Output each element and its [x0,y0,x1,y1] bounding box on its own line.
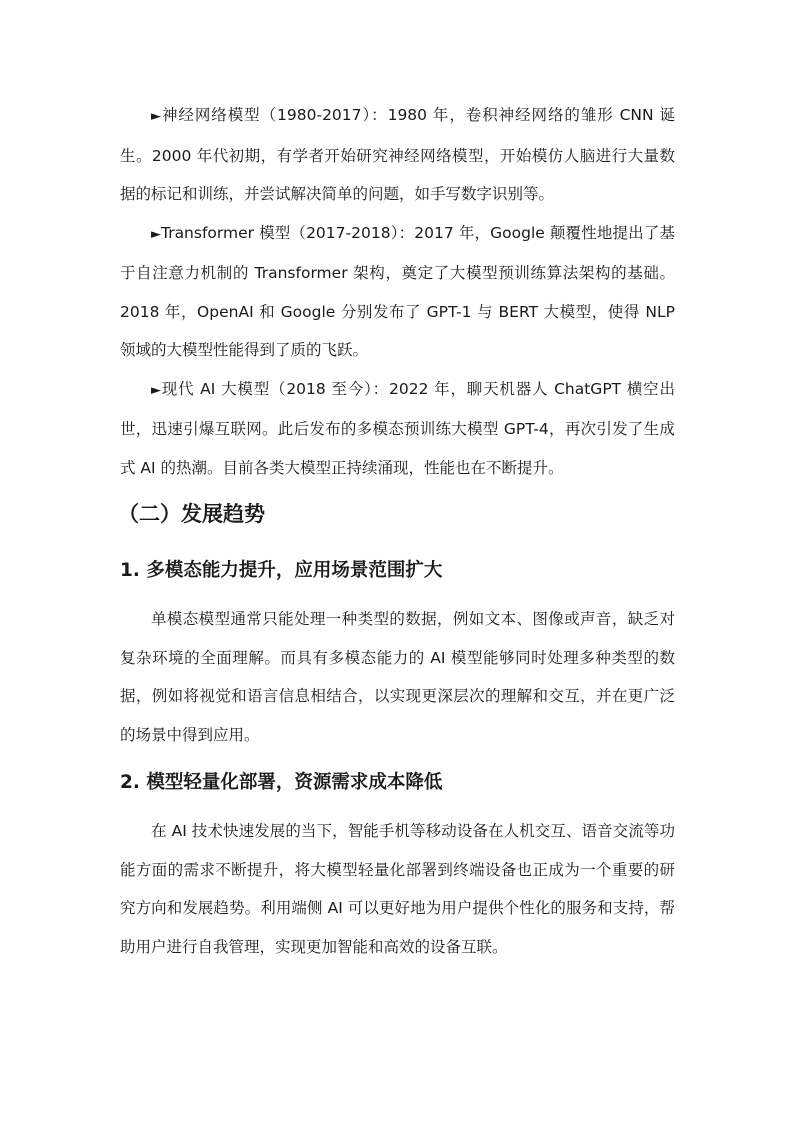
history-text-transformer: Transformer 模型（2017-2018）：2017 年，Google 颠覆性地提出了基于自注意力机制的 Transformer 架构，奠定了大模型预训练算法架构的基础。2018 年，OpenAI 和 Google 分别发布了 GPT-1 与 BERT 大模型，使得 NLP 领域的大模型性能得到了质的飞跃。 [120,223,675,359]
history-paragraph-modern-ai [120,370,675,488]
triangle-bullet-icon: ► [151,226,161,242]
trend-heading-multimodal: 1. 多模态能力提升，应用场景范围扩大 [120,560,443,581]
history-paragraph-transformer [120,214,675,370]
triangle-bullet-icon: ► [151,382,161,398]
document-page [120,96,675,966]
history-paragraph-cnn [120,96,675,214]
history-text-modern-ai: 现代 AI 大模型（2018 至今）：2022 年，聊天机器人 ChatGPT 横空出世，迅速引爆互联网。此后发布的多模态预训练大模型 GPT-4，再次引发了生成式 AI 的热潮。目前各类大模型正持续涌现，性能也在不断提升。 [120,379,675,477]
trend-heading-lightweight: 2. 模型轻量化部署，资源需求成本降低 [120,772,443,793]
triangle-bullet-icon: ► [151,109,161,124]
section-title: （二）发展趋势 [118,502,265,526]
history-text-cnn: 神经网络模型（1980-2017）：1980 年，卷积神经网络的雏形 CNN 诞生。2000 年代初期，有学者开始研究神经网络模型，开始模仿人脑进行大量数据的标记和训练，并尝试解决简单的问题，如手写数字识别等。 [120,106,675,203]
trend-body-multimodal: 单模态模型通常只能处理一种类型的数据，例如文本、图像或声音，缺乏对复杂环境的全面理解。而具有多模态能力的 AI 模型能够同时处理多种类型的数据，例如将视觉和语言信息相结合，以实现更深层次的理解和交互，并在更广泛的场景中得到应用。 [120,610,675,744]
trend-body-lightweight: 在 AI 技术快速发展的当下，智能手机等移动设备在人机交互、语音交流等功能方面的需求不断提升，将大模型轻量化部署到终端设备也正成为一个重要的研究方向和发展趋势。利用端侧 AI 可以更好地为用户提供个性化的服务和支持，帮助用户进行自我管理，实现更加智能和高效的设备互联。 [120,822,675,956]
